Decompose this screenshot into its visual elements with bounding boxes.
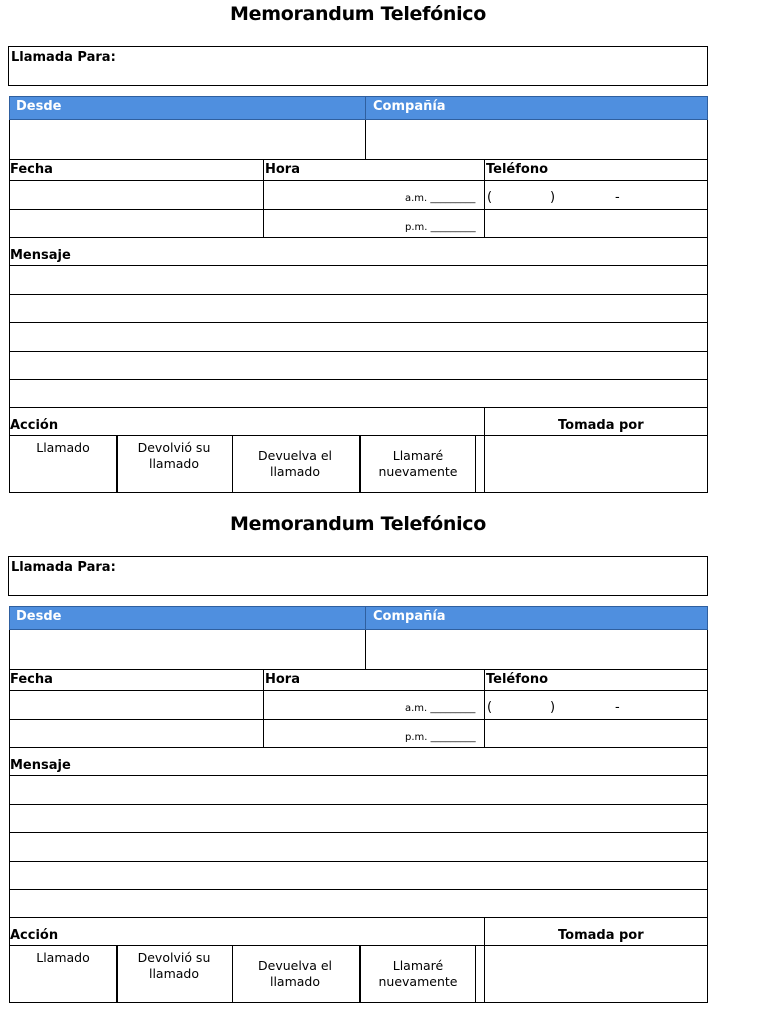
phone-close-paren: ) bbox=[550, 190, 556, 205]
mensaje-label: Mensaje bbox=[10, 758, 71, 773]
telefono-label: Teléfono bbox=[486, 162, 549, 177]
phone-memo-1 bbox=[0, 0, 768, 500]
action-divider bbox=[475, 946, 476, 1003]
mensaje-header-row bbox=[9, 238, 708, 266]
accion-label: Acción bbox=[10, 928, 59, 943]
header-divider bbox=[365, 606, 366, 630]
fecha-label: Fecha bbox=[10, 162, 53, 177]
info-header-row bbox=[9, 160, 708, 181]
compania-label: Compañía bbox=[373, 609, 446, 624]
header-band bbox=[9, 96, 708, 120]
action-devolvio[interactable]: Devolvió su llamado bbox=[137, 440, 211, 471]
action-llamado[interactable]: Llamado bbox=[36, 950, 90, 965]
action-llamare[interactable]: Llamaré nuevamente bbox=[378, 448, 458, 479]
phone-memo-2 bbox=[0, 510, 768, 1010]
action-divider bbox=[116, 946, 118, 1003]
mensaje-line[interactable] bbox=[9, 266, 708, 295]
time-row-pm bbox=[9, 210, 708, 238]
action-divider bbox=[475, 436, 476, 493]
action-divider bbox=[359, 436, 361, 493]
action-divider bbox=[232, 946, 233, 1003]
phone-dash: - bbox=[615, 700, 620, 715]
action-devuelva[interactable]: Devuelva el llamado bbox=[258, 448, 332, 479]
action-devolvio[interactable]: Devolvió su llamado bbox=[137, 950, 211, 981]
mensaje-line[interactable] bbox=[9, 352, 708, 380]
telefono-label: Teléfono bbox=[486, 672, 549, 687]
phone-dash: - bbox=[615, 190, 620, 205]
action-divider bbox=[232, 436, 233, 493]
time-row-pm bbox=[9, 720, 708, 748]
action-divider bbox=[359, 946, 361, 1003]
desde-field[interactable] bbox=[9, 630, 366, 670]
desde-label: Desde bbox=[16, 609, 62, 624]
fecha-label: Fecha bbox=[10, 672, 53, 687]
mensaje-line[interactable] bbox=[9, 805, 708, 833]
llamada-para-label: Llamada Para: bbox=[11, 560, 116, 575]
hora-label: Hora bbox=[265, 672, 300, 687]
mensaje-label: Mensaje bbox=[10, 248, 71, 263]
action-divider bbox=[116, 436, 118, 493]
time-row-am bbox=[9, 691, 708, 720]
am-line[interactable]: a.m. _________ bbox=[405, 193, 476, 204]
tomada-por-label: Tomada por bbox=[558, 418, 644, 433]
mensaje-line[interactable] bbox=[9, 295, 708, 323]
mensaje-header-row bbox=[9, 748, 708, 776]
action-llamare[interactable]: Llamaré nuevamente bbox=[378, 958, 458, 989]
time-row-am bbox=[9, 181, 708, 210]
mensaje-line[interactable] bbox=[9, 380, 708, 408]
accion-label: Acción bbox=[10, 418, 59, 433]
hora-label: Hora bbox=[265, 162, 300, 177]
memo-title: Memorandum Telefónico bbox=[230, 3, 486, 25]
am-line[interactable]: a.m. _________ bbox=[405, 703, 476, 714]
mensaje-line[interactable] bbox=[9, 776, 708, 805]
phone-open-paren: ( bbox=[487, 190, 493, 205]
mensaje-line[interactable] bbox=[9, 890, 708, 918]
info-header-row bbox=[9, 670, 708, 691]
mensaje-line[interactable] bbox=[9, 323, 708, 352]
phone-open-paren: ( bbox=[487, 700, 493, 715]
mensaje-line[interactable] bbox=[9, 833, 708, 862]
tomada-por-label: Tomada por bbox=[558, 928, 644, 943]
pm-line[interactable]: p.m. _________ bbox=[405, 222, 476, 233]
mensaje-line[interactable] bbox=[9, 862, 708, 890]
desde-field[interactable] bbox=[9, 120, 366, 160]
compania-field[interactable] bbox=[365, 630, 708, 670]
pm-line[interactable]: p.m. _________ bbox=[405, 732, 476, 743]
llamada-para-label: Llamada Para: bbox=[11, 50, 116, 65]
header-band bbox=[9, 606, 708, 630]
phone-close-paren: ) bbox=[550, 700, 556, 715]
desde-label: Desde bbox=[16, 99, 62, 114]
compania-field[interactable] bbox=[365, 120, 708, 160]
compania-label: Compañía bbox=[373, 99, 446, 114]
action-devuelva[interactable]: Devuelva el llamado bbox=[258, 958, 332, 989]
memo-title: Memorandum Telefónico bbox=[230, 513, 486, 535]
action-llamado[interactable]: Llamado bbox=[36, 440, 90, 455]
header-divider bbox=[365, 96, 366, 120]
